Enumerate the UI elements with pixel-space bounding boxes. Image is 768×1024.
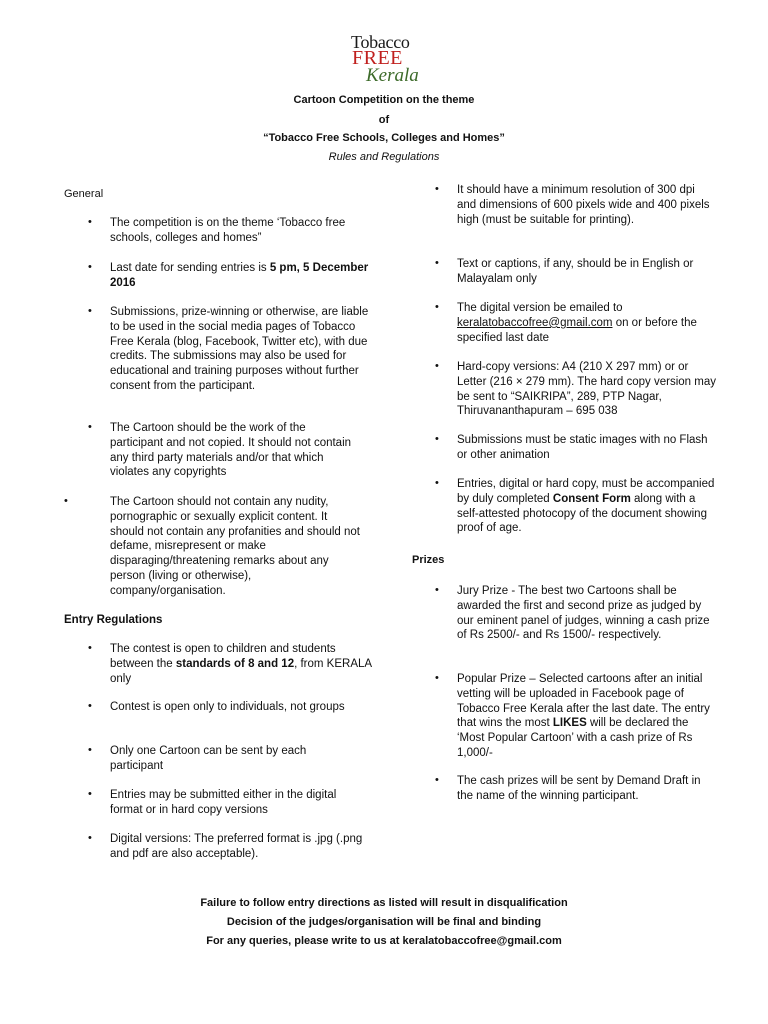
- digital-item-static: • Submissions must be static images with no Flash or other animation: [435, 433, 708, 461]
- bullet: •: [88, 788, 92, 800]
- entry-item-4: • Entries may be submitted either in the digital format or in hard copy versions: [88, 788, 337, 816]
- footer-line-decision: Decision of the judges/organisation will be final and binding: [226, 916, 542, 928]
- bullet: •: [88, 216, 92, 228]
- bullet: •: [435, 183, 439, 195]
- doc-subtitle: Rules and Regulations: [328, 151, 440, 163]
- entry-item-5: • Digital versions: The preferred format is .jpg (.png and pdf are also acceptable).: [88, 832, 363, 860]
- general-item-1: • The competition is on the theme ‘Tobacco free schools, colleges and homes”: [88, 216, 346, 244]
- digital-item-resolution: • It should have a minimum resolution of 300 dpi and dimensions of 600 pixels wide and 400 pixels high (must be suitable for printing).: [435, 183, 710, 226]
- bullet: •: [435, 672, 439, 684]
- digital-item-email: • The digital version be emailed to keralatobaccofree@gmail.com on or before the specified last date: [435, 301, 697, 344]
- doc-title-line3: “Tobacco Free Schools, Colleges and Homes”: [263, 132, 505, 144]
- general-item-4: • The Cartoon should be the work of the participant and not copied. It should not contain any third party materials and/or that which violates any copyrights: [88, 421, 352, 479]
- bullet: •: [88, 642, 92, 654]
- general-item-3: • Submissions, prize-winning or otherwise, are liable to be used in the social media pages of Tobacco Free Kerala (blog, Facebook, Twitter etc), with due credits. The submissions may also be used for educational and training purposes without further consent from the participant.: [88, 305, 369, 392]
- section-heading-prizes: Prizes: [412, 554, 445, 566]
- bullet: •: [435, 360, 439, 372]
- bullet: •: [64, 495, 68, 507]
- doc-title-line2: of: [378, 114, 390, 126]
- digital-item-consent: • Entries, digital or hard copy, must be accompanied by duly completed Consent Form along with a self-attested photocopy of the document showing proof of age.: [435, 477, 715, 535]
- bullet: •: [435, 774, 439, 786]
- bullet: •: [435, 584, 439, 596]
- prize-item-popular: • Popular Prize – Selected cartoons after an initial vetting will be uploaded in Facebook page of Tobacco Free Kerala after the last date. The entry that wins the most LIKES will be declared the ‘Most Popular Cartoon’ with a cash prize of Rs 1,000/-: [435, 672, 710, 759]
- general-item-5: • The Cartoon should not contain any nudity, pornographic or sexually explicit content. It should not contain any profanities and should not defame, misrepresent or make disparaging/threatening remarks about any person (living or otherwise), company/organisation.: [64, 495, 360, 597]
- general-item-2: • Last date for sending entries is 5 pm, 5 December 2016: [88, 261, 369, 289]
- logo-word-kerala: Kerala: [366, 65, 419, 86]
- footer-line-queries: For any queries, please write to us at keralatobaccofree@gmail.com: [206, 935, 562, 947]
- entry-item-2: • Contest is open only to individuals, not groups: [88, 700, 345, 713]
- logo-word-tobacco: Tobacco: [351, 32, 410, 52]
- entry-item-3: • Only one Cartoon can be sent by each participant: [88, 744, 307, 772]
- bullet: •: [435, 477, 439, 489]
- logo-word-free: FREE: [352, 47, 403, 69]
- bullet: •: [88, 700, 92, 712]
- entry-item-1: • The contest is open to children and students between the standards of 8 and 12, from KERALA only: [88, 642, 372, 685]
- bullet: •: [88, 421, 92, 433]
- prize-item-cash: • The cash prizes will be sent by Demand Draft in the name of the winning participant.: [435, 774, 701, 802]
- section-heading-general: General: [64, 188, 104, 200]
- digital-item-hardcopy: • Hard-copy versions: A4 (210 X 297 mm) or or Letter (216 × 279 mm). The hard copy version may be sent to “SAIKRIPA”, 289, PTP Nagar, Thiruvananthapuram – 695 038: [435, 360, 716, 418]
- digital-item-language: • Text or captions, if any, should be in English or Malayalam only: [435, 257, 694, 285]
- bullet: •: [435, 301, 439, 313]
- bullet: •: [88, 261, 92, 273]
- bullet: •: [88, 744, 92, 756]
- footer-line-disqualification: Failure to follow entry directions as listed will result in disqualification: [200, 897, 568, 909]
- prize-item-jury: • Jury Prize - The best two Cartoons shall be awarded the first and second prize as judged by our eminent panel of judges, winning a cash prize of Rs 2500/- and Rs 1500/- respectively.: [435, 584, 710, 642]
- bullet: •: [435, 433, 439, 445]
- section-heading-entry-regulations: Entry Regulations: [64, 614, 163, 626]
- bullet: •: [88, 305, 92, 317]
- bullet: •: [88, 832, 92, 844]
- doc-title-line1: Cartoon Competition on the theme: [293, 94, 475, 106]
- bullet: •: [435, 257, 439, 269]
- email-link[interactable]: keralatobaccofree@gmail.com: [457, 316, 613, 329]
- tobacco-free-kerala-logo: [348, 32, 428, 86]
